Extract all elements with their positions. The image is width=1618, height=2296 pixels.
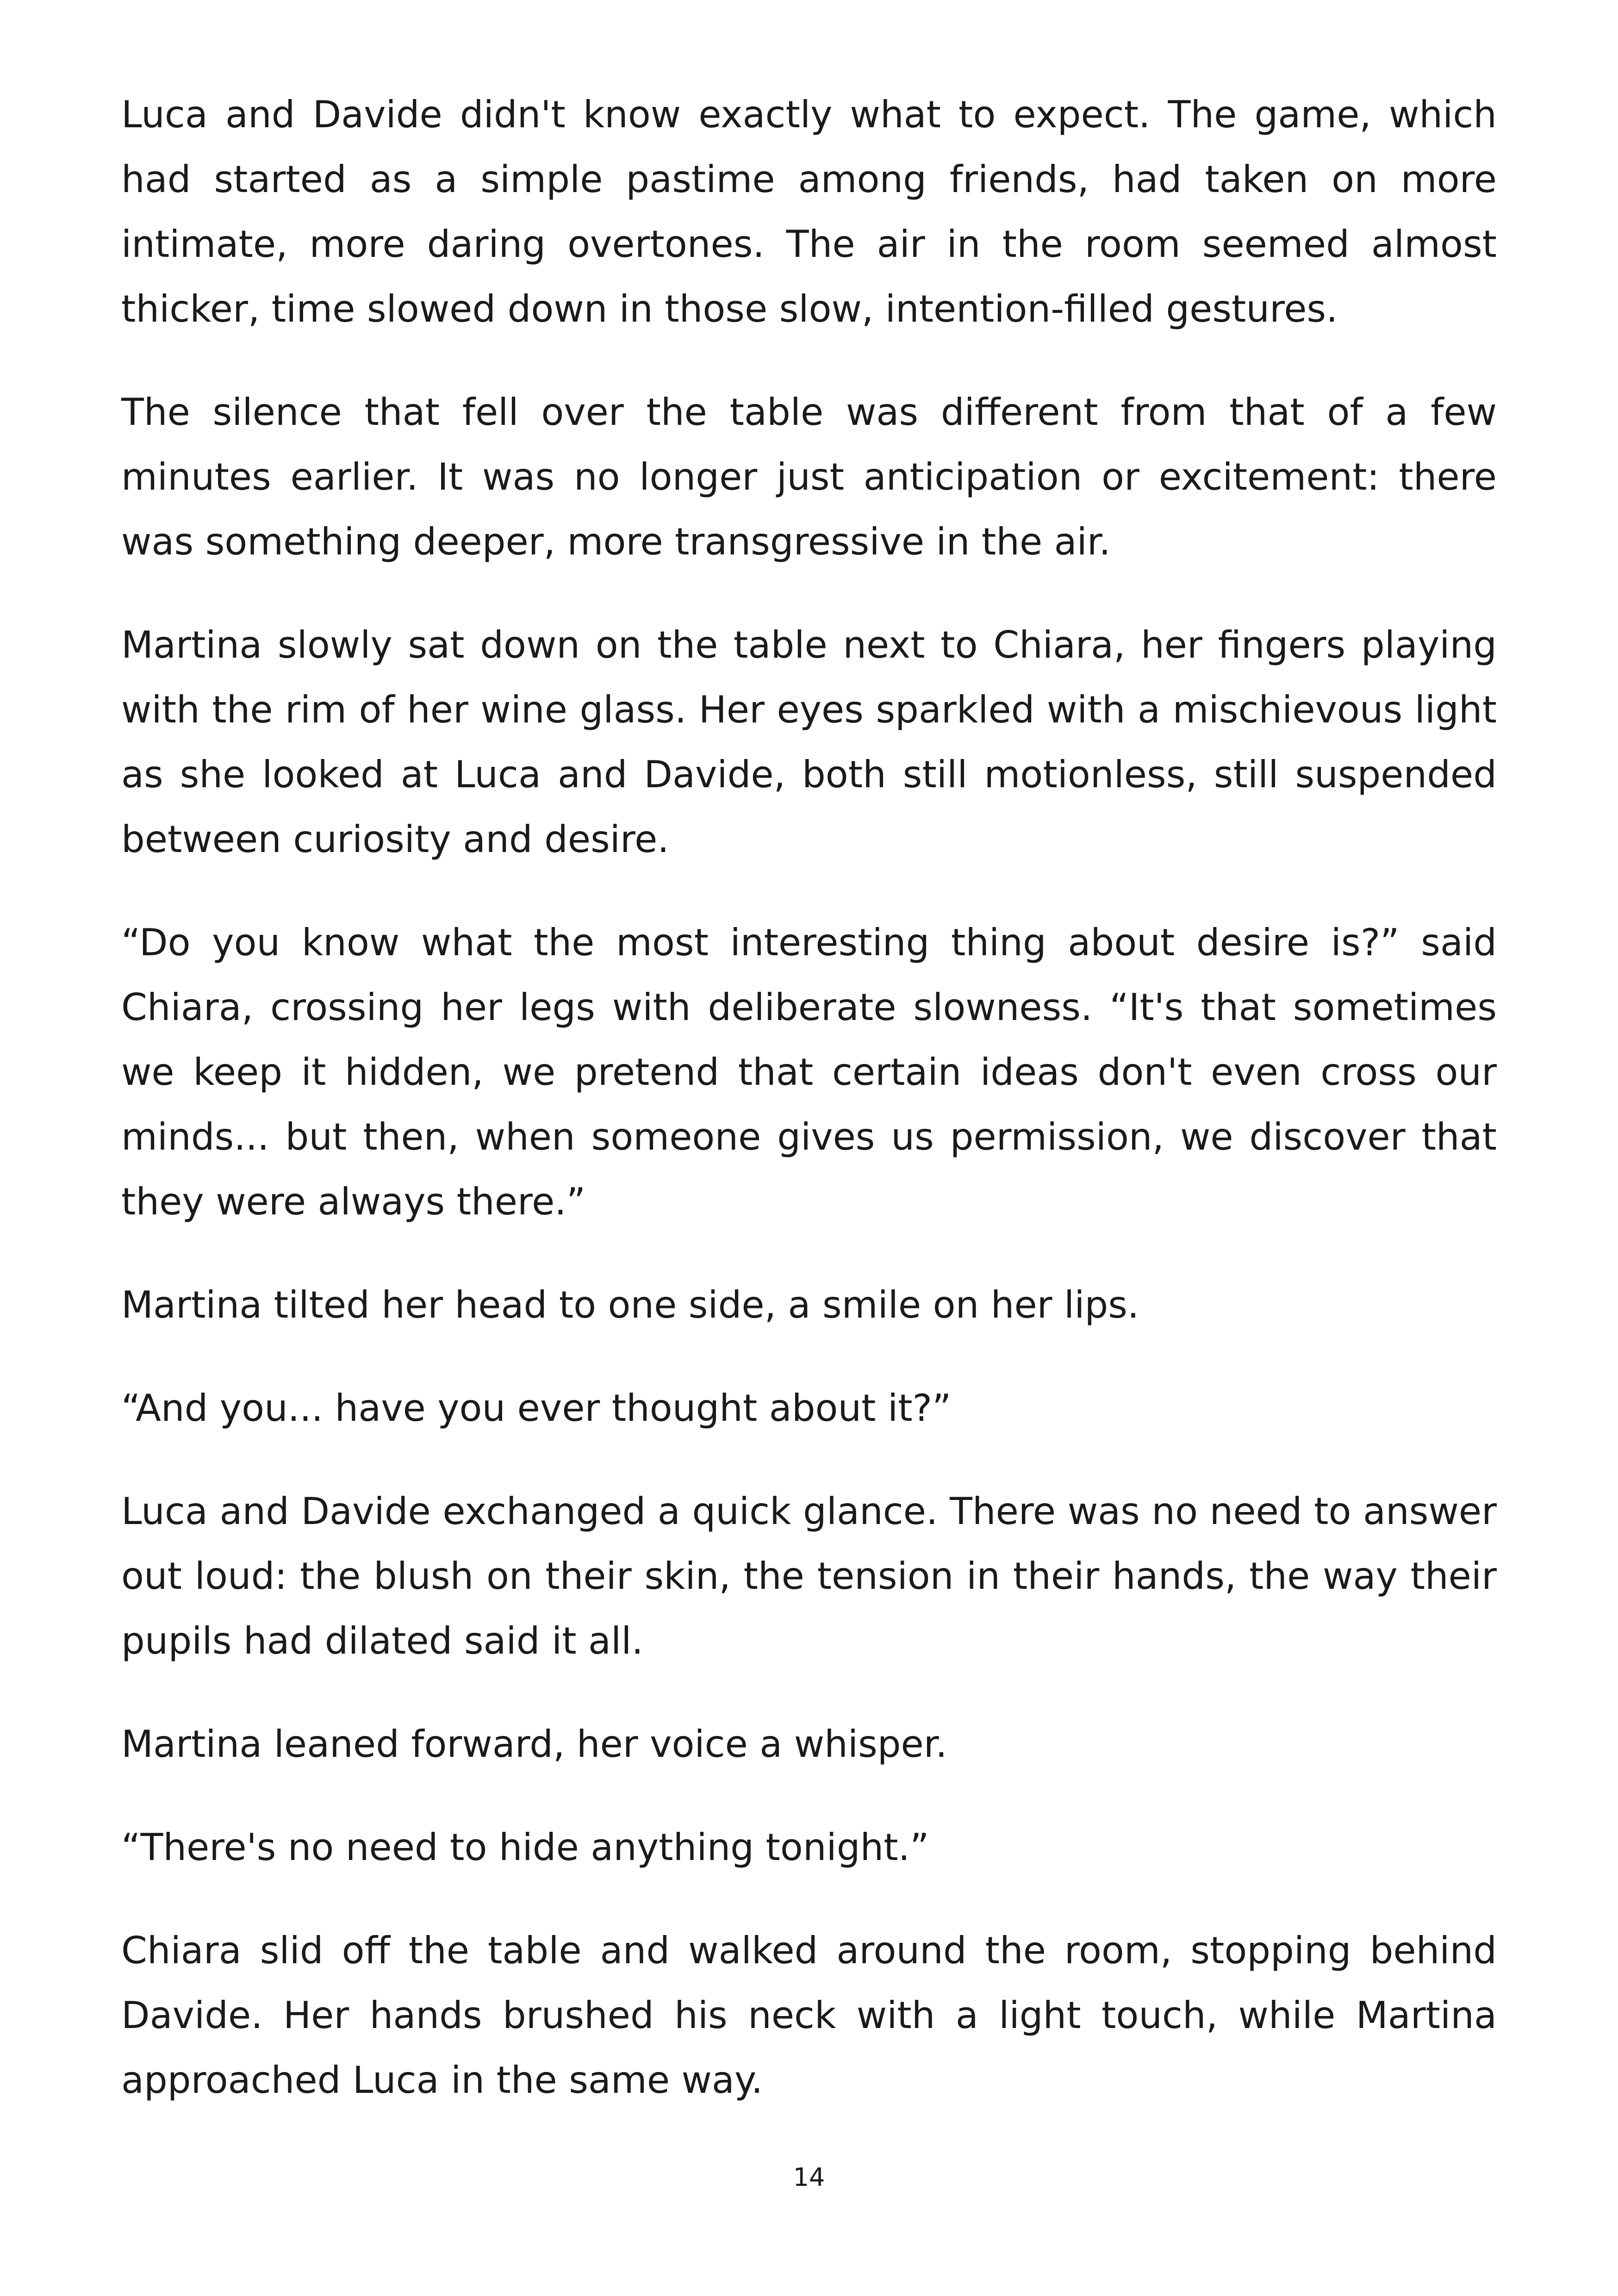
paragraph: Martina tilted her head to one side, a smile on her lips. [121, 1283, 1139, 1326]
paragraph: “And you... have you ever thought about it?” [121, 1387, 952, 1430]
paragraph: “There's no need to hide anything tonight.” [121, 1826, 929, 1869]
paragraph: “Do you know what the most interesting thing about desire is?” said Chiara, crossing her legs with deliberate slowness. “It's that sometimes we keep it hidden, we pretend that certain ideas don't even cross our minds... but then, when someone gives us permission, we discover that they were always there.” [121, 921, 1497, 1223]
paragraph: Martina slowly sat down on the table next to Chiara, her fingers playing with the rim of her wine glass. Her eyes sparkled with a mischievous light as she looked at Luca and Davide, both still motionless, still suspended between curiosity and desire. [121, 623, 1497, 861]
paragraph: Luca and Davide didn't know exactly what to expect. The game, which had started as a simple pastime among friends, had taken on more intimate, more daring overtones. The air in the room seemed almost thicker, time slowed down in those slow, intention-filled gestures. [121, 93, 1497, 330]
paragraph: Luca and Davide exchanged a quick glance. There was no need to answer out loud: the blush on their skin, the tension in their hands, the way their pupils had dilated said it all. [121, 1490, 1497, 1662]
page-number: 14 [793, 2163, 825, 2192]
paragraph: The silence that fell over the table was different from that of a few minutes earlier. It was no longer just anticipation or excitement: there was something deeper, more transgressive in the air. [121, 391, 1497, 563]
paragraph: Chiara slid off the table and walked around the room, stopping behind Davide. Her hands brushed his neck with a light touch, while Martina approached Luca in the same way. [121, 1929, 1497, 2102]
paragraph: Martina leaned forward, her voice a whisper. [121, 1723, 947, 1766]
body-text [121, 82, 1497, 2151]
